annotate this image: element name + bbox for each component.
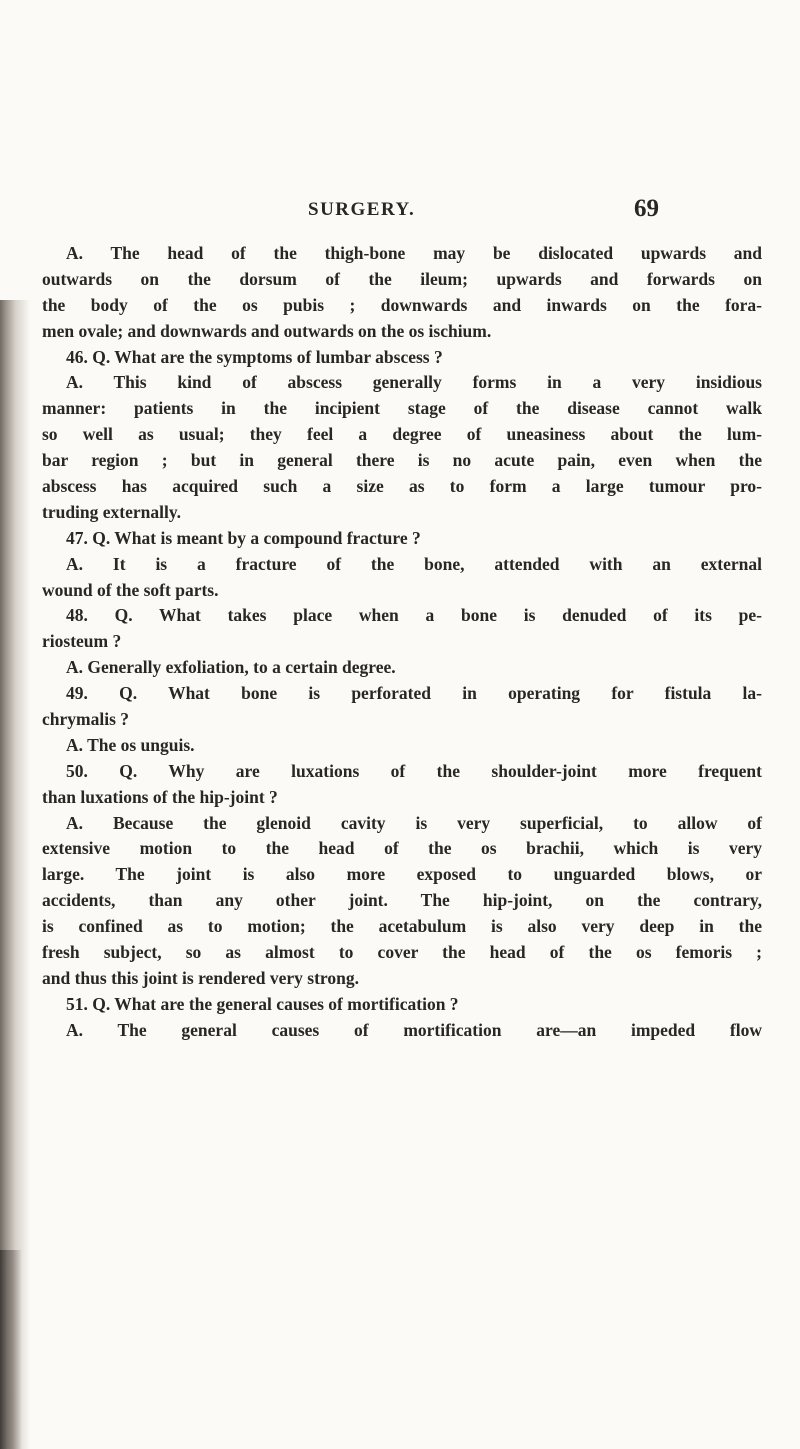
text-line: A. Generally exfoliation, to a certain degree. (66, 657, 396, 678)
body-text (42, 241, 762, 1044)
page-number: 69 (634, 195, 659, 222)
text-line: and thus this joint is rendered very strong. (42, 967, 359, 988)
text-line: 47. Q. What is meant by a compound fracture ? (66, 527, 421, 548)
text-line: than luxations of the hip-joint ? (42, 786, 278, 807)
running-head: SURGERY. (308, 199, 416, 220)
text-line: so well as usual; they feel a degree of uneasiness about the lum- (42, 424, 762, 445)
text-line: A. Because the glenoid cavity is very superficial, to allow of (66, 812, 762, 833)
text-line: A. The os unguis. (66, 734, 195, 755)
binding-shadow-lower (0, 1250, 22, 1449)
text-line: accidents, than any other joint. The hip-joint, on the contrary, (42, 890, 762, 911)
page-header (0, 195, 800, 229)
text-line: chrymalis ? (42, 709, 130, 730)
text-line: A. This kind of abscess generally forms in a very insidious (66, 372, 762, 393)
text-line: extensive motion to the head of the os brachii, which is very (42, 838, 762, 859)
text-line: manner: patients in the incipient stage of the disease cannot walk (42, 398, 762, 419)
text-line: the body of the os pubis ; downwards and inwards on the fora- (42, 294, 762, 315)
text-line: 46. Q. What are the symptoms of lumbar abscess ? (66, 346, 443, 367)
text-line: riosteum ? (42, 631, 122, 652)
text-line: A. It is a fracture of the bone, attended with an external (66, 553, 762, 574)
text-line: bar region ; but in general there is no acute pain, even when the (42, 450, 762, 471)
text-line: is confined as to motion; the acetabulum is also very deep in the (42, 916, 762, 937)
text-line: 51. Q. What are the general causes of mortification ? (66, 993, 459, 1014)
text-line: men ovale; and downwards and outwards on the os ischium. (42, 320, 492, 341)
text-line: 48. Q. What takes place when a bone is denuded of its pe- (66, 605, 762, 626)
text-line: large. The joint is also more exposed to unguarded blows, or (42, 864, 762, 885)
text-line: 49. Q. What bone is perforated in operating for fistula la- (66, 683, 762, 704)
text-line: fresh subject, so as almost to cover the head of the os femoris ; (42, 942, 762, 963)
text-line: abscess has acquired such a size as to form a large tumour pro- (42, 476, 762, 497)
text-line: A. The head of the thigh-bone may be dislocated upwards and (66, 243, 762, 263)
text-line: A. The general causes of mortification are—an impeded flow (66, 1019, 762, 1040)
text-line: outwards on the dorsum of the ileum; upwards and forwards on (42, 268, 762, 289)
text-line: wound of the soft parts. (42, 579, 219, 600)
text-line: truding externally. (42, 501, 182, 522)
text-line: 50. Q. Why are luxations of the shoulder-joint more frequent (66, 760, 762, 781)
